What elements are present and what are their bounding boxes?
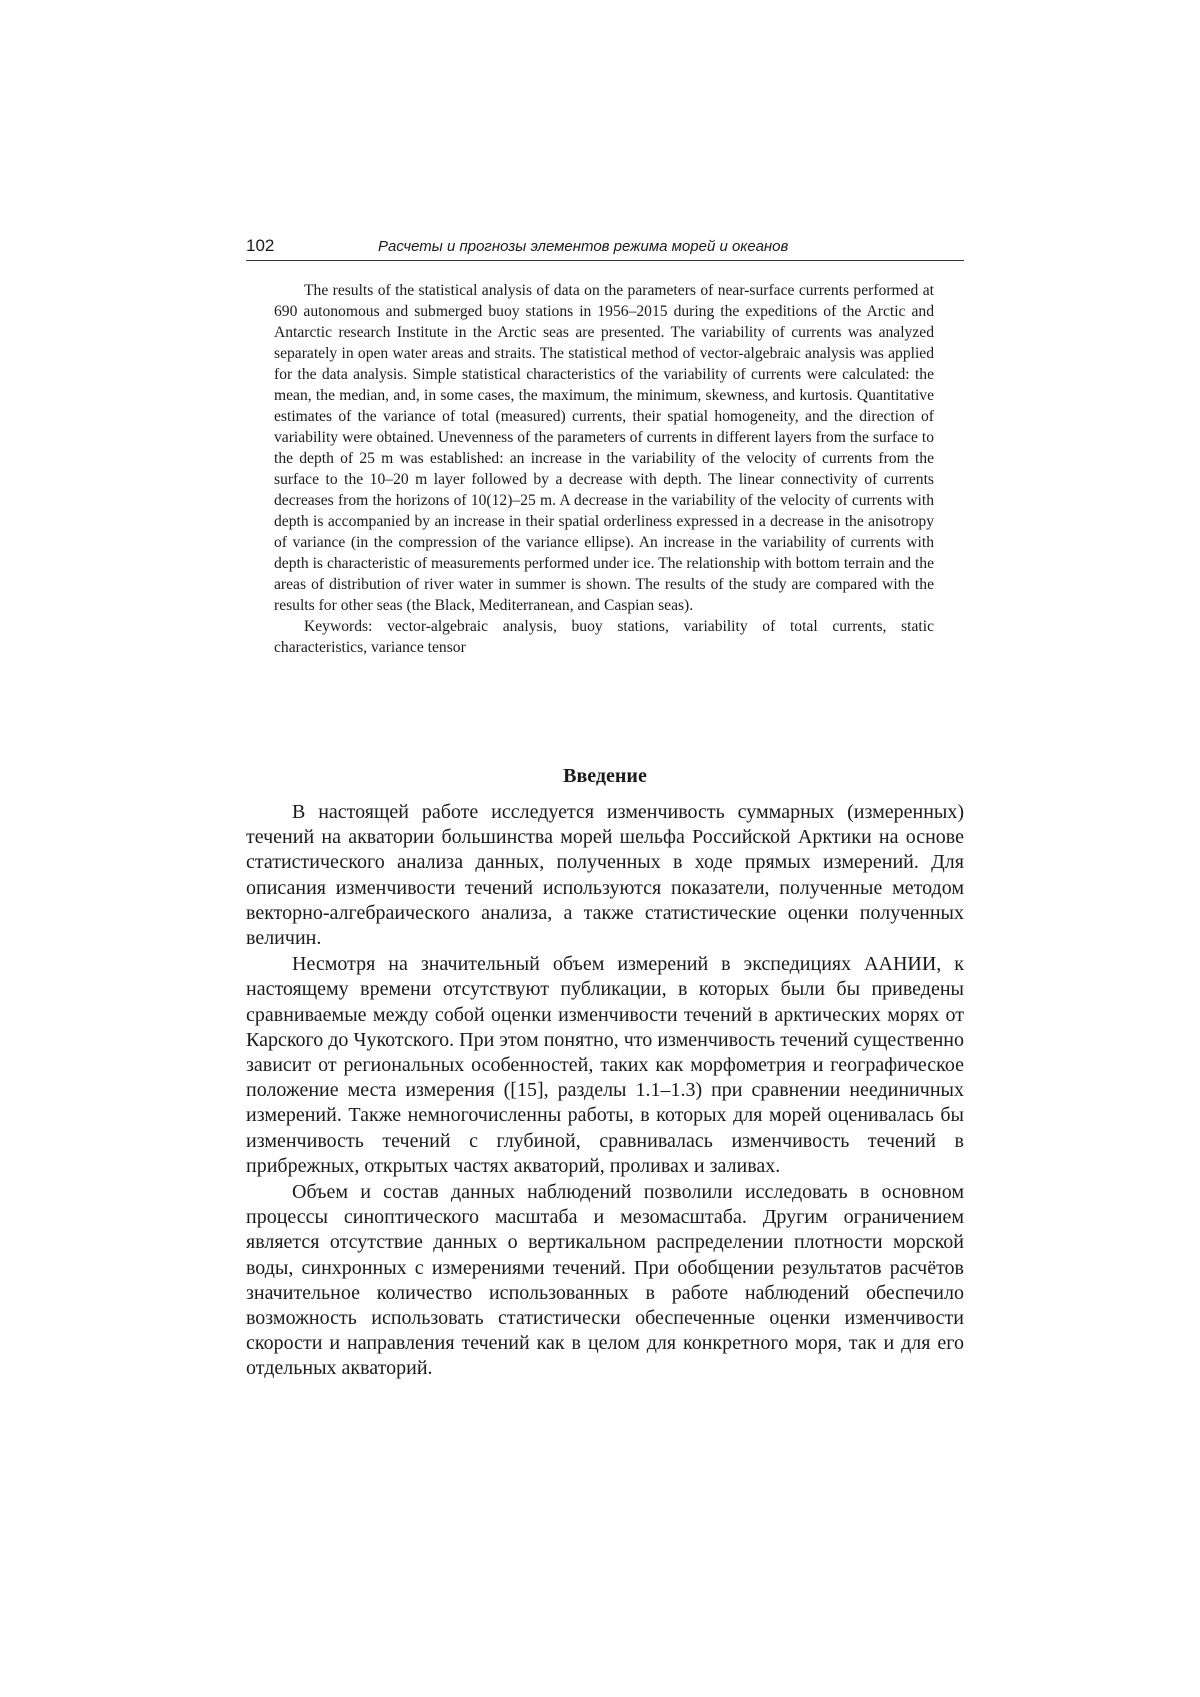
paragraph: В настоящей работе исследуется изменчивость суммарных (измеренных) течений на акватории большинства морей шельфа Российской Арктики на основе статистического анализа данных, полученных в ходе прямых измерений. Для описания изменчивости течений используются показатели, полученные методом векторно-алгебраического анализа, а также статистические оценки полученных величин. <box>246 801 964 950</box>
journal-title: Расчеты и прогнозы элементов режима морей и океанов <box>378 238 789 255</box>
keywords: Keywords: vector-algebraic analysis, buoy stations, variability of total currents, static characteristics, variance tensor <box>274 618 934 656</box>
page-number: 102 <box>246 236 275 255</box>
introduction-body <box>246 800 964 1383</box>
running-header <box>246 236 964 261</box>
paragraph: Несмотря на значительный объем измерений в экспедициях ААНИИ, к настоящему времени отсутствуют публикации, в которых были бы приведены сравниваемые между собой оценки изменчивости течений в арктических морях от Карского до Чукотского. При этом понятно, что изменчивость течений существенно зависит от региональных особенностей, таких как морфометрия и географическое положение места измерения ([15], разделы 1.1–1.3) при сравнении неединичных измерений. Также немногочисленны работы, в которых для морей оценивалась бы изменчивость течений с глубиной, сравнивалась изменчивость течений в прибрежных, открытых частях акваторий, проливах и заливах. <box>246 953 964 1177</box>
abstract <box>274 280 934 658</box>
paragraph: Объем и состав данных наблюдений позволили исследовать в основном процессы синоптического масштаба и мезомасштаба. Другим ограничением является отсутствие данных о вертикальном распределении плотности морской воды, синхронных с измерениями течений. При обобщении результатов расчётов значительное количество использованных в работе наблюдений обеспечило возможность использовать статистически обеспеченные оценки изменчивости скорости и направления течений как в целом для конкретного моря, так и для его отдельных акваторий. <box>246 1181 964 1380</box>
section-heading-introduction: Введение <box>563 765 647 787</box>
abstract-text: The results of the statistical analysis of data on the parameters of near-surface currents performed at 690 autonomous and submerged buoy stations in 1956–2015 during the expeditions of the Arctic and Antarctic research Institute in the Arctic seas are presented. The variability of currents was analyzed separately in open water areas and straits. The statistical method of vector-algebraic analysis was applied for the data analysis. Simple statistical characteristics of the variability of currents were calculated: the mean, the median, and, in some cases, the maximum, the minimum, skewness, and kurtosis. Quantitative estimates of the variance of total (measured) currents, their spatial homogeneity, and the direction of variability were obtained. Unevenness of the parameters of currents in different layers from the surface to the depth of 25 m was established: an increase in the variability of the velocity of currents from the surface to the 10–20 m layer followed by a decrease with depth. The linear connectivity of currents decreases from the horizons of 10(12)–25 m. A decrease in the variability of the velocity of currents with depth is accompanied by an increase in their spatial orderliness expressed in a decrease in the anisotropy of variance (in the compression of the variance ellipse). An increase in the variability of currents with depth is characteristic of measurements performed under ice. The relationship with bottom terrain and the areas of distribution of river water in summer is shown. The results of the study are compared with the results for other seas (the Black, Mediterranean, and Caspian seas). <box>274 282 934 614</box>
